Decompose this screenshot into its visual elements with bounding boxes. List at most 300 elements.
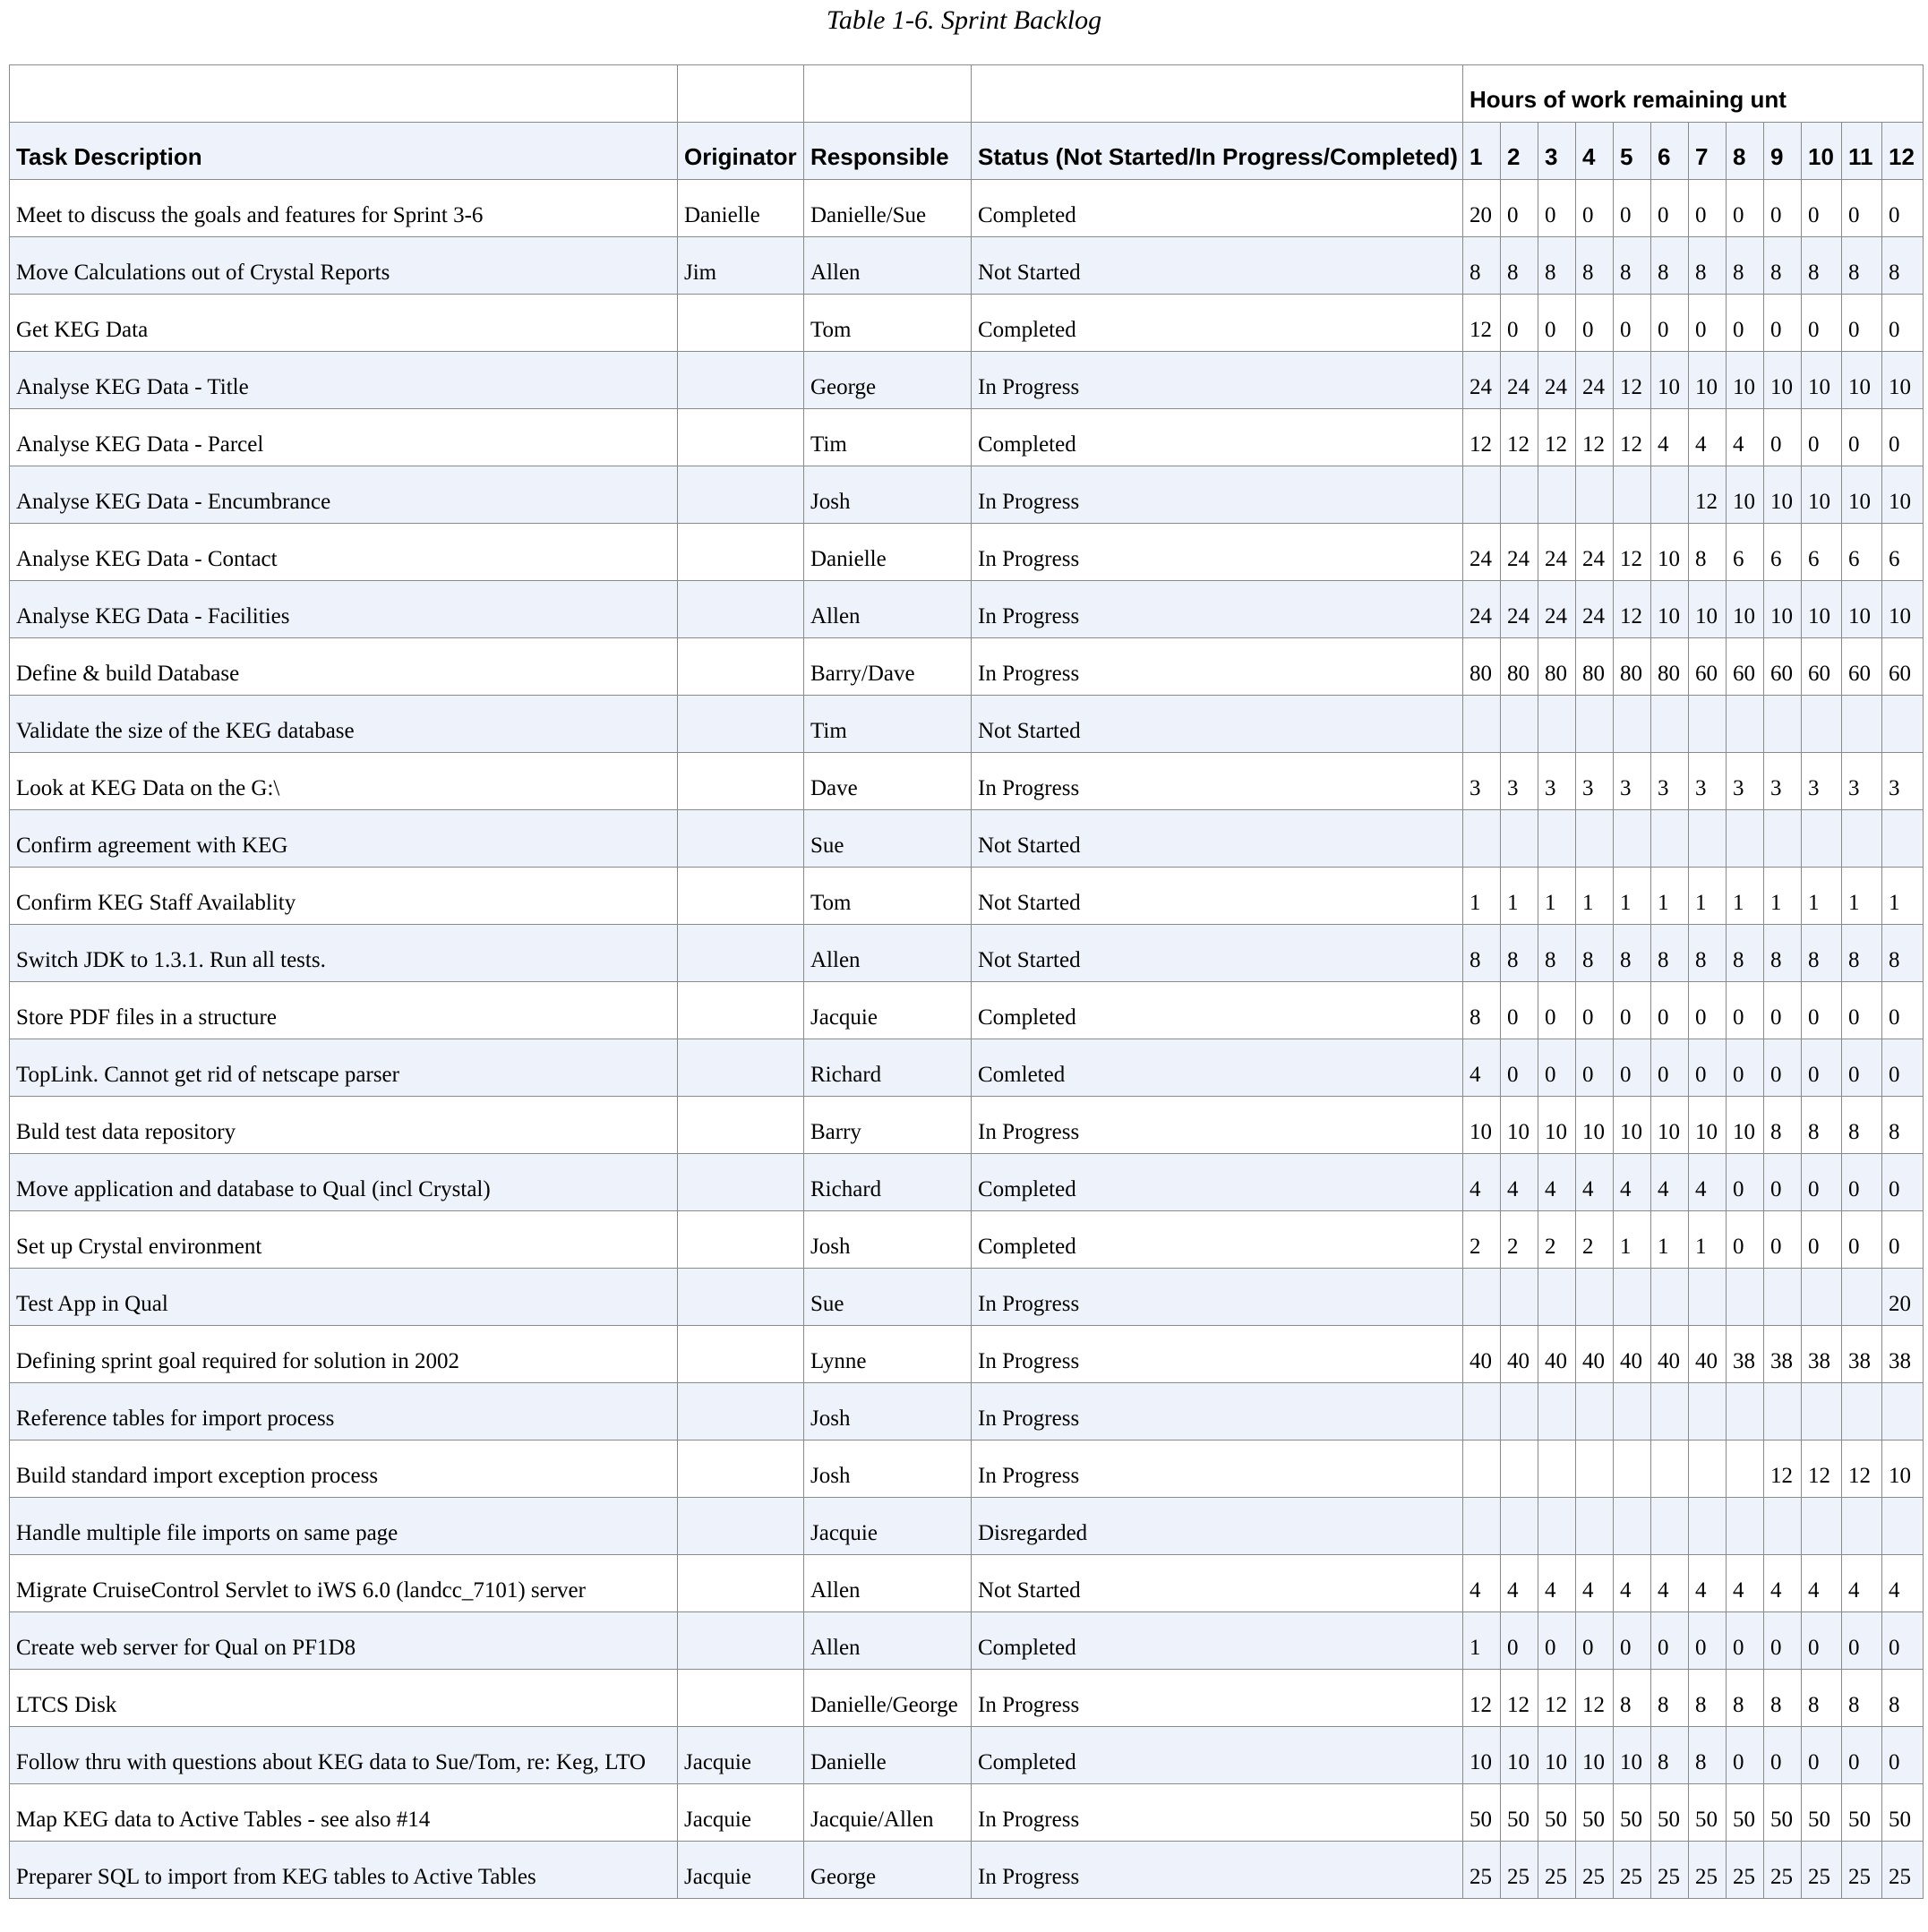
- hours-cell: [1651, 466, 1689, 524]
- status-cell: In Progress: [972, 638, 1463, 696]
- status-cell: In Progress: [972, 1269, 1463, 1326]
- hours-cell: 50: [1463, 1784, 1501, 1842]
- hours-cell: 0: [1614, 180, 1651, 237]
- hours-cell: 12: [1802, 1440, 1842, 1498]
- responsible-cell: Josh: [804, 1440, 972, 1498]
- status-cell: Not Started: [972, 696, 1463, 753]
- hours-cell: 12: [1689, 466, 1727, 524]
- hours-cell: [1802, 696, 1842, 753]
- responsible-cell: Jacquie: [804, 1498, 972, 1555]
- hours-cell: 10: [1802, 466, 1842, 524]
- hours-cell: 10: [1842, 466, 1882, 524]
- hours-cell: 60: [1764, 638, 1802, 696]
- hours-cell: 10: [1651, 581, 1689, 638]
- status-cell: In Progress: [972, 1326, 1463, 1383]
- hours-cell: 10: [1882, 466, 1924, 524]
- hours-cell: 2: [1576, 1211, 1614, 1269]
- hours-cell: 1: [1576, 868, 1614, 925]
- hours-cell: [1651, 1269, 1689, 1326]
- originator-cell: [678, 925, 804, 982]
- originator-cell: Jacquie: [678, 1784, 804, 1842]
- hours-cell: 0: [1802, 409, 1842, 466]
- hours-cell: 50: [1576, 1784, 1614, 1842]
- day-header: 11: [1842, 123, 1882, 180]
- hours-cell: 8: [1689, 237, 1727, 295]
- hours-cell: [1802, 810, 1842, 868]
- hours-cell: [1538, 1498, 1576, 1555]
- table-row: [10, 1670, 1924, 1727]
- hours-cell: 0: [1538, 1039, 1576, 1097]
- hours-cell: 4: [1576, 1555, 1614, 1612]
- hours-cell: 3: [1842, 753, 1882, 810]
- task-description-cell: Analyse KEG Data - Contact: [10, 524, 678, 581]
- hours-cell: 8: [1689, 1727, 1727, 1784]
- blank-header-cell: [804, 65, 972, 123]
- originator-cell: [678, 696, 804, 753]
- hours-cell: 10: [1727, 352, 1764, 409]
- status-cell: Completed: [972, 295, 1463, 352]
- table-row: [10, 982, 1924, 1039]
- hours-cell: 3: [1576, 753, 1614, 810]
- hours-cell: 0: [1842, 1727, 1882, 1784]
- hours-cell: 0: [1727, 1154, 1764, 1211]
- responsible-cell: Tom: [804, 295, 972, 352]
- hours-cell: 24: [1576, 524, 1614, 581]
- responsible-cell: Barry/Dave: [804, 638, 972, 696]
- hours-cell: [1501, 810, 1538, 868]
- hours-cell: 50: [1882, 1784, 1924, 1842]
- task-description-cell: Build standard import exception process: [10, 1440, 678, 1498]
- hours-cell: 8: [1614, 925, 1651, 982]
- hours-cell: 1: [1463, 868, 1501, 925]
- hours-cell: 8: [1842, 1670, 1882, 1727]
- hours-cell: 0: [1842, 1612, 1882, 1670]
- hours-cell: 50: [1689, 1784, 1727, 1842]
- responsible-cell: Allen: [804, 237, 972, 295]
- hours-cell: 0: [1727, 1039, 1764, 1097]
- hours-cell: 38: [1727, 1326, 1764, 1383]
- hours-cell: [1882, 810, 1924, 868]
- originator-cell: [678, 581, 804, 638]
- hours-cell: [1463, 1498, 1501, 1555]
- hours-cell: 24: [1463, 581, 1501, 638]
- group-header-row: [10, 65, 1924, 123]
- hours-cell: 2: [1463, 1211, 1501, 1269]
- hours-cell: 1: [1689, 1211, 1727, 1269]
- hours-cell: 24: [1501, 524, 1538, 581]
- hours-cell: 0: [1538, 982, 1576, 1039]
- responsible-cell: Tom: [804, 868, 972, 925]
- hours-cell: 12: [1576, 409, 1614, 466]
- hours-cell: 3: [1614, 753, 1651, 810]
- hours-cell: [1463, 466, 1501, 524]
- responsible-cell: George: [804, 1842, 972, 1899]
- hours-cell: 8: [1802, 1670, 1842, 1727]
- table-row: [10, 1039, 1924, 1097]
- hours-cell: 50: [1727, 1784, 1764, 1842]
- hours-cell: 0: [1764, 180, 1802, 237]
- hours-cell: 6: [1727, 524, 1764, 581]
- hours-cell: 4: [1501, 1555, 1538, 1612]
- hours-cell: 10: [1463, 1097, 1501, 1154]
- hours-cell: 10: [1538, 1727, 1576, 1784]
- task-description-cell: Store PDF files in a structure: [10, 982, 678, 1039]
- day-header: 8: [1727, 123, 1764, 180]
- hours-cell: 0: [1727, 1612, 1764, 1670]
- hours-cell: 10: [1651, 1097, 1689, 1154]
- hours-cell: 1: [1842, 868, 1882, 925]
- status-cell: In Progress: [972, 753, 1463, 810]
- hours-cell: [1651, 1440, 1689, 1498]
- hours-cell: 8: [1882, 1670, 1924, 1727]
- hours-cell: 0: [1689, 180, 1727, 237]
- hours-cell: 10: [1802, 581, 1842, 638]
- hours-cell: 0: [1614, 1039, 1651, 1097]
- status-cell: In Progress: [972, 524, 1463, 581]
- hours-cell: [1651, 1383, 1689, 1440]
- responsible-cell: Tim: [804, 409, 972, 466]
- originator-cell: [678, 1383, 804, 1440]
- status-cell: In Progress: [972, 1097, 1463, 1154]
- responsible-cell: Richard: [804, 1154, 972, 1211]
- hours-cell: 12: [1538, 1670, 1576, 1727]
- hours-cell: 80: [1463, 638, 1501, 696]
- hours-cell: 0: [1882, 409, 1924, 466]
- hours-cell: [1538, 696, 1576, 753]
- hours-cell: 1: [1727, 868, 1764, 925]
- hours-cell: 0: [1842, 982, 1882, 1039]
- responsible-cell: Danielle: [804, 1727, 972, 1784]
- hours-cell: [1576, 1498, 1614, 1555]
- responsible-cell: Richard: [804, 1039, 972, 1097]
- day-header: 9: [1764, 123, 1802, 180]
- hours-cell: 0: [1727, 1727, 1764, 1784]
- responsible-cell: Josh: [804, 466, 972, 524]
- originator-cell: Jacquie: [678, 1842, 804, 1899]
- status-cell: In Progress: [972, 1784, 1463, 1842]
- hours-cell: 4: [1614, 1555, 1651, 1612]
- hours-cell: [1689, 1498, 1727, 1555]
- originator-cell: Jim: [678, 237, 804, 295]
- hours-cell: 80: [1538, 638, 1576, 696]
- task-description-header: Task Description: [10, 123, 678, 180]
- hours-cell: [1764, 696, 1802, 753]
- hours-cell: 4: [1651, 1154, 1689, 1211]
- hours-cell: 12: [1614, 352, 1651, 409]
- hours-cell: 10: [1463, 1727, 1501, 1784]
- hours-cell: 12: [1764, 1440, 1802, 1498]
- hours-cell: 0: [1651, 1612, 1689, 1670]
- hours-cell: 10: [1614, 1097, 1651, 1154]
- hours-cell: [1882, 696, 1924, 753]
- hours-cell: 8: [1764, 237, 1802, 295]
- hours-cell: 0: [1764, 409, 1802, 466]
- responsible-cell: Danielle/George: [804, 1670, 972, 1727]
- originator-cell: [678, 524, 804, 581]
- hours-cell: 12: [1614, 409, 1651, 466]
- hours-cell: 50: [1764, 1784, 1802, 1842]
- hours-cell: 8: [1727, 925, 1764, 982]
- hours-cell: 0: [1764, 982, 1802, 1039]
- day-header: 6: [1651, 123, 1689, 180]
- hours-cell: 0: [1727, 982, 1764, 1039]
- hours-cell: 0: [1501, 1039, 1538, 1097]
- hours-cell: [1727, 810, 1764, 868]
- hours-cell: 24: [1576, 352, 1614, 409]
- task-description-cell: Move application and database to Qual (incl Crystal): [10, 1154, 678, 1211]
- hours-cell: 10: [1538, 1097, 1576, 1154]
- responsible-cell: George: [804, 352, 972, 409]
- hours-cell: 0: [1842, 409, 1882, 466]
- hours-cell: [1651, 696, 1689, 753]
- hours-cell: 24: [1538, 581, 1576, 638]
- hours-cell: 0: [1727, 295, 1764, 352]
- hours-cell: [1463, 1269, 1501, 1326]
- hours-cell: 4: [1842, 1555, 1882, 1612]
- hours-cell: 10: [1501, 1097, 1538, 1154]
- originator-cell: [678, 753, 804, 810]
- hours-cell: 2: [1538, 1211, 1576, 1269]
- hours-cell: 60: [1689, 638, 1727, 696]
- hours-cell: 0: [1689, 982, 1727, 1039]
- table-row: [10, 1842, 1924, 1899]
- hours-cell: 0: [1538, 1612, 1576, 1670]
- hours-cell: 0: [1802, 295, 1842, 352]
- hours-cell: 80: [1651, 638, 1689, 696]
- day-header: 3: [1538, 123, 1576, 180]
- hours-cell: 4: [1538, 1555, 1576, 1612]
- hours-cell: 40: [1614, 1326, 1651, 1383]
- table-row: [10, 409, 1924, 466]
- hours-cell: 8: [1727, 237, 1764, 295]
- hours-cell: 40: [1538, 1326, 1576, 1383]
- hours-cell: 3: [1882, 753, 1924, 810]
- hours-cell: 10: [1501, 1727, 1538, 1784]
- hours-cell: 8: [1614, 1670, 1651, 1727]
- hours-cell: 38: [1882, 1326, 1924, 1383]
- hours-cell: 0: [1802, 180, 1842, 237]
- hours-cell: 0: [1651, 180, 1689, 237]
- hours-cell: 24: [1463, 352, 1501, 409]
- table-row: [10, 180, 1924, 237]
- hours-cell: [1463, 1440, 1501, 1498]
- hours-cell: 12: [1614, 581, 1651, 638]
- hours-cell: 0: [1764, 1211, 1802, 1269]
- hours-cell: [1576, 466, 1614, 524]
- hours-cell: [1689, 1440, 1727, 1498]
- hours-cell: [1463, 1383, 1501, 1440]
- originator-cell: [678, 1039, 804, 1097]
- hours-cell: 1: [1651, 1211, 1689, 1269]
- hours-cell: [1689, 1383, 1727, 1440]
- hours-cell: 80: [1614, 638, 1651, 696]
- hours-cell: 0: [1538, 295, 1576, 352]
- hours-cell: 50: [1651, 1784, 1689, 1842]
- hours-cell: 25: [1689, 1842, 1727, 1899]
- hours-cell: 3: [1651, 753, 1689, 810]
- hours-cell: 12: [1463, 1670, 1501, 1727]
- originator-cell: Jacquie: [678, 1727, 804, 1784]
- day-header: 5: [1614, 123, 1651, 180]
- task-description-cell: Define & build Database: [10, 638, 678, 696]
- hours-cell: 8: [1882, 237, 1924, 295]
- originator-cell: [678, 1440, 804, 1498]
- status-cell: Completed: [972, 1211, 1463, 1269]
- hours-cell: 38: [1802, 1326, 1842, 1383]
- originator-cell: [678, 1555, 804, 1612]
- hours-cell: 0: [1842, 180, 1882, 237]
- hours-cell: 0: [1842, 1154, 1882, 1211]
- hours-cell: [1802, 1269, 1842, 1326]
- hours-cell: 10: [1727, 1097, 1764, 1154]
- hours-cell: 4: [1651, 409, 1689, 466]
- hours-cell: 0: [1501, 295, 1538, 352]
- hours-cell: 4: [1463, 1555, 1501, 1612]
- hours-cell: 1: [1501, 868, 1538, 925]
- responsible-cell: Jacquie/Allen: [804, 1784, 972, 1842]
- hours-cell: 8: [1727, 1670, 1764, 1727]
- hours-cell: 10: [1651, 352, 1689, 409]
- status-cell: Not Started: [972, 237, 1463, 295]
- hours-cell: 4: [1614, 1154, 1651, 1211]
- table-row: [10, 810, 1924, 868]
- task-description-cell: Switch JDK to 1.3.1. Run all tests.: [10, 925, 678, 982]
- hours-cell: 25: [1538, 1842, 1576, 1899]
- task-description-cell: Confirm KEG Staff Availablity: [10, 868, 678, 925]
- hours-cell: [1501, 1440, 1538, 1498]
- task-description-cell: Defining sprint goal required for solution in 2002: [10, 1326, 678, 1383]
- status-cell: In Progress: [972, 352, 1463, 409]
- hours-cell: [1651, 1498, 1689, 1555]
- originator-cell: [678, 1498, 804, 1555]
- hours-cell: 25: [1651, 1842, 1689, 1899]
- hours-cell: 4: [1576, 1154, 1614, 1211]
- hours-cell: 0: [1882, 1727, 1924, 1784]
- hours-cell: 0: [1689, 1039, 1727, 1097]
- hours-cell: 3: [1764, 753, 1802, 810]
- table-row: [10, 1612, 1924, 1670]
- hours-cell: 0: [1882, 1211, 1924, 1269]
- hours-cell: [1614, 1383, 1651, 1440]
- hours-cell: [1842, 1498, 1882, 1555]
- hours-cell: 8: [1764, 925, 1802, 982]
- hours-cell: 8: [1463, 925, 1501, 982]
- day-header: 7: [1689, 123, 1727, 180]
- hours-cell: [1764, 1498, 1802, 1555]
- hours-cell: 12: [1501, 409, 1538, 466]
- status-cell: Completed: [972, 982, 1463, 1039]
- hours-cell: 0: [1764, 1154, 1802, 1211]
- hours-cell: [1842, 1383, 1882, 1440]
- day-header: 12: [1882, 123, 1924, 180]
- table-row: [10, 638, 1924, 696]
- backlog-body: [10, 180, 1924, 1899]
- hours-cell: 8: [1882, 1097, 1924, 1154]
- table-row: [10, 1326, 1924, 1383]
- hours-cell: 1: [1463, 1612, 1501, 1670]
- hours-cell: 8: [1576, 237, 1614, 295]
- hours-remaining-group-header: Hours of work remaining unt: [1463, 65, 1924, 123]
- hours-cell: 4: [1463, 1154, 1501, 1211]
- hours-cell: [1501, 1269, 1538, 1326]
- hours-cell: 3: [1538, 753, 1576, 810]
- status-cell: Comleted: [972, 1039, 1463, 1097]
- hours-cell: 0: [1576, 1039, 1614, 1097]
- hours-cell: 4: [1764, 1555, 1802, 1612]
- hours-cell: 4: [1689, 1555, 1727, 1612]
- hours-cell: [1576, 1440, 1614, 1498]
- status-cell: Completed: [972, 1727, 1463, 1784]
- hours-cell: [1802, 1383, 1842, 1440]
- hours-cell: 50: [1802, 1784, 1842, 1842]
- originator-cell: [678, 466, 804, 524]
- hours-cell: 3: [1689, 753, 1727, 810]
- task-description-cell: TopLink. Cannot get rid of netscape parser: [10, 1039, 678, 1097]
- hours-cell: 50: [1501, 1784, 1538, 1842]
- hours-cell: 25: [1614, 1842, 1651, 1899]
- hours-cell: 1: [1689, 868, 1727, 925]
- hours-cell: 2: [1501, 1211, 1538, 1269]
- originator-cell: [678, 638, 804, 696]
- hours-cell: 25: [1501, 1842, 1538, 1899]
- hours-cell: 1: [1614, 1211, 1651, 1269]
- hours-cell: 0: [1882, 1039, 1924, 1097]
- task-description-cell: Follow thru with questions about KEG data to Sue/Tom, re: Keg, LTO: [10, 1727, 678, 1784]
- hours-cell: 4: [1727, 1555, 1764, 1612]
- hours-cell: 20: [1463, 180, 1501, 237]
- originator-cell: Danielle: [678, 180, 804, 237]
- hours-cell: [1576, 696, 1614, 753]
- hours-cell: 24: [1463, 524, 1501, 581]
- originator-cell: [678, 295, 804, 352]
- task-description-cell: Handle multiple file imports on same page: [10, 1498, 678, 1555]
- originator-cell: [678, 1097, 804, 1154]
- responsible-cell: Sue: [804, 1269, 972, 1326]
- responsible-cell: Lynne: [804, 1326, 972, 1383]
- hours-cell: 0: [1764, 1612, 1802, 1670]
- hours-cell: 25: [1842, 1842, 1882, 1899]
- hours-cell: [1538, 1383, 1576, 1440]
- hours-cell: 8: [1764, 1097, 1802, 1154]
- status-cell: In Progress: [972, 581, 1463, 638]
- status-cell: Not Started: [972, 925, 1463, 982]
- hours-cell: [1882, 1498, 1924, 1555]
- status-cell: In Progress: [972, 1440, 1463, 1498]
- hours-cell: 8: [1651, 237, 1689, 295]
- hours-cell: 0: [1727, 180, 1764, 237]
- hours-cell: 3: [1501, 753, 1538, 810]
- hours-cell: 50: [1842, 1784, 1882, 1842]
- task-description-cell: Map KEG data to Active Tables - see also #14: [10, 1784, 678, 1842]
- hours-cell: 0: [1538, 180, 1576, 237]
- hours-cell: [1538, 1269, 1576, 1326]
- hours-cell: 25: [1463, 1842, 1501, 1899]
- hours-cell: 0: [1882, 1612, 1924, 1670]
- hours-cell: 10: [1882, 581, 1924, 638]
- responsible-cell: Allen: [804, 925, 972, 982]
- status-cell: In Progress: [972, 1383, 1463, 1440]
- hours-cell: 0: [1802, 1211, 1842, 1269]
- hours-cell: [1614, 1498, 1651, 1555]
- responsible-cell: Dave: [804, 753, 972, 810]
- responsible-cell: Allen: [804, 581, 972, 638]
- hours-cell: 8: [1842, 1097, 1882, 1154]
- hours-cell: 10: [1727, 581, 1764, 638]
- hours-cell: 38: [1764, 1326, 1802, 1383]
- hours-cell: 8: [1463, 982, 1501, 1039]
- hours-cell: 12: [1501, 1670, 1538, 1727]
- hours-cell: 0: [1764, 1727, 1802, 1784]
